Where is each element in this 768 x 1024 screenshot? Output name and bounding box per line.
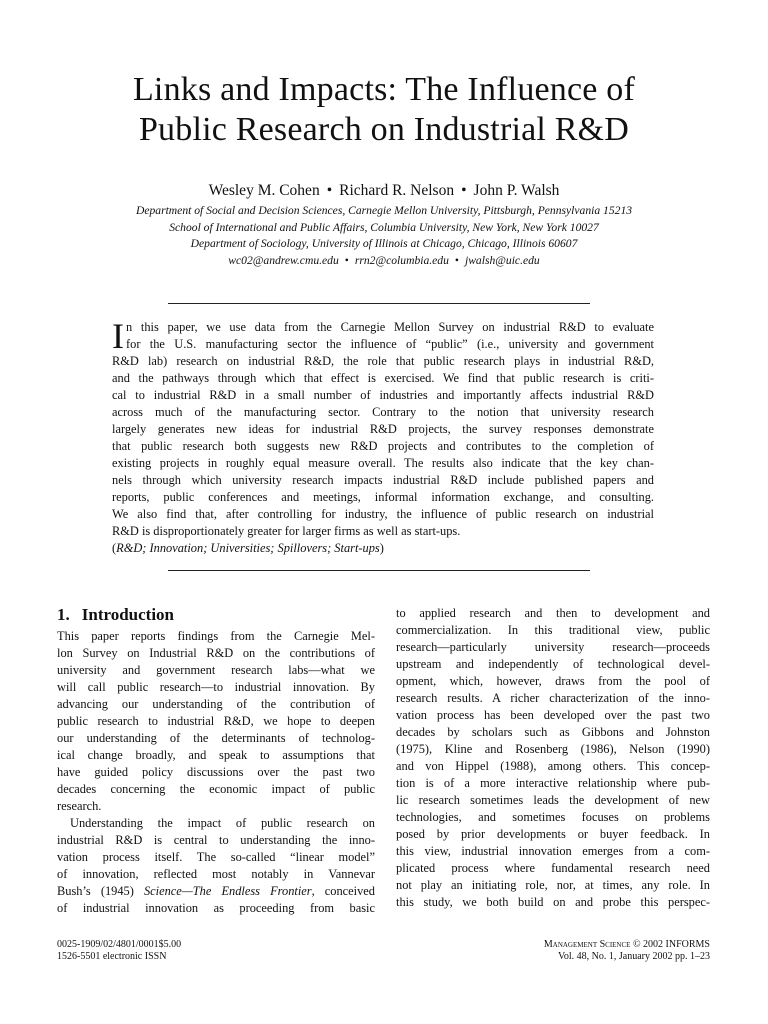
- footer-citation: [544, 939, 710, 963]
- abstract-line: R&D lab) research on industrial R&D, the role that public research plays in industrial R&D,: [112, 354, 654, 368]
- issn-line: 0025-1909/02/4801/0001$5.00: [57, 939, 182, 950]
- body-text: , conceived: [311, 884, 376, 898]
- abstract-line: across much of the manufacturing sector. Contrary to the notion that university research: [112, 405, 654, 419]
- title-line-1: Links and Impacts: The Influence of: [132, 71, 636, 108]
- body-line: This paper reports findings from the Carnegie Mel-: [57, 629, 375, 643]
- left-column: [57, 605, 375, 917]
- body-line: this study, we both build on and probe this perspec-: [396, 895, 710, 909]
- body-line: industrial R&D is central to understanding the inno-: [57, 833, 375, 847]
- body-line: research.: [57, 799, 102, 813]
- abstract-line: and the pathways through which that effect is exercised. We find that public research is criti-: [112, 371, 654, 385]
- volume-info: Vol. 48, No. 1, January 2002 pp. 1–23: [557, 951, 710, 962]
- body-line: decades concerning the economic impact of public: [57, 782, 375, 796]
- body-line: [57, 883, 375, 900]
- section-heading: [57, 605, 375, 628]
- body-line: will call public research—to industrial innovation. By: [57, 680, 375, 694]
- body-line: posed by prior developments or buyer feedback. In: [396, 827, 710, 841]
- abstract-line: reports, public conferences and meetings, informal information exchange, and consulting.: [112, 490, 654, 504]
- author-name: Wesley M. Cohen: [208, 182, 320, 199]
- body-line: commercialization. In this traditional view, public: [396, 623, 710, 637]
- body-line: technologies, and sometimes focuses on problems: [396, 810, 710, 824]
- issn-line: 1526-5501 electronic ISSN: [57, 951, 167, 962]
- affiliation-line: Department of Sociology, University of Illinois at Chicago, Chicago, Illinois 60607: [190, 237, 578, 250]
- body-line: and von Hippel (1988), among others. This concep-: [396, 759, 710, 773]
- body-line: vation process has been developed over the past two: [396, 708, 710, 722]
- body-line: lic research sometimes leads the development of new: [396, 793, 710, 807]
- abstract-line: for the U.S. manufacturing sector the influence of “public” (i.e., university and government: [126, 337, 654, 351]
- paper-title: [0, 70, 768, 150]
- body-line: upstream and independently of technological devel-: [396, 657, 710, 671]
- right-column: [396, 605, 710, 911]
- abstract-line: that public research both suggests new R&D projects and contributes to the completion of: [112, 439, 654, 453]
- body-line: public research to industrial R&D, we hope to deepen: [57, 714, 375, 728]
- affiliation-line: Department of Social and Decision Sciences, Carnegie Mellon University, Pittsburgh, Pennsylvania 15213: [135, 204, 633, 217]
- author-name: John P. Walsh: [473, 182, 560, 199]
- title-line-2: Public Research on Industrial R&D: [138, 111, 630, 148]
- body-text: Bush’s (1945): [57, 884, 144, 898]
- footer-issn: [57, 939, 181, 963]
- author-separator: •: [461, 182, 467, 199]
- body-line: university and government research labs—what we: [57, 663, 375, 677]
- keywords-text: R&D; Innovation; Universities; Spillovers; Start-ups: [116, 541, 380, 555]
- abstract-line: n this paper, we use data from the Carnegie Mellon Survey on industrial R&D to evaluate: [126, 320, 654, 334]
- keywords: (R&D; Innovation; Universities; Spillovers; Start-ups): [112, 541, 384, 555]
- body-line: decades by scholars such as Gibbons and Johnston: [396, 725, 710, 739]
- body-line: research results. A richer characterization of the inno-: [396, 691, 710, 705]
- section-title: Introduction: [81, 605, 175, 624]
- body-line: tion is of a more interactive relationship where pub-: [396, 776, 710, 790]
- body-line: opment, which, however, draws from the pool of: [396, 674, 710, 688]
- author-separator: •: [326, 182, 333, 199]
- body-line: have guided policy discussions over the past two: [57, 765, 375, 779]
- author-email: rrn2@columbia.edu: [354, 253, 449, 267]
- copyright: © 2002 INFORMS: [632, 939, 710, 950]
- abstract-bottom-rule: [168, 570, 590, 571]
- body-line: plicated process where fundamental research need: [396, 861, 710, 875]
- body-line: lon Survey on Industrial R&D on the contributions of: [57, 646, 375, 660]
- journal-line: [544, 939, 710, 951]
- author-email: jwalsh@uic.edu: [464, 253, 540, 267]
- email-separator: •: [344, 253, 349, 267]
- abstract-line: We also find that, after controlling for industry, the influence of public research on industrial: [112, 507, 654, 521]
- body-line: not play an initiating role, nor, at times, any role. In: [396, 878, 710, 892]
- body-line: ical change broadly, and speak to assumptions that: [57, 748, 375, 762]
- body-line: of industrial innovation as proceeding from basic: [57, 901, 375, 915]
- body-line: advancing our understanding of the contribution of: [57, 697, 375, 711]
- body-line: vation process itself. The so-called “linear model”: [57, 850, 375, 864]
- abstract-top-rule: [168, 303, 590, 304]
- affiliations: [0, 203, 768, 269]
- abstract-line: nels through which university research impacts industrial R&D include published papers and: [112, 473, 654, 487]
- email-separator: •: [454, 253, 459, 267]
- body-line: Understanding the impact of public research on: [70, 816, 375, 830]
- author-name: Richard R. Nelson: [339, 182, 455, 199]
- author-email: wc02@andrew.cmu.edu: [228, 253, 339, 267]
- body-line: to applied research and then to development and: [396, 606, 710, 620]
- affiliation-line: School of International and Public Affairs, Columbia University, New York, New York 10027: [169, 220, 599, 234]
- drop-cap: I: [112, 316, 124, 356]
- abstract-line: existing projects in roughly equal measure overall. The results also indicate that the key chan-: [112, 456, 654, 470]
- abstract: [112, 316, 654, 557]
- email-line: [0, 253, 768, 270]
- body-line: of innovation, reflected most notably in Vannevar: [57, 867, 375, 881]
- body-line: (1975), Kline and Rosenberg (1986), Nelson (1990): [396, 742, 710, 756]
- abstract-line: R&D is disproportionately greater for larger firms as well as start-ups.: [112, 524, 461, 538]
- journal-name: Management Science: [543, 939, 631, 950]
- body-line: our understanding of the determinants of technolog-: [57, 731, 375, 745]
- abstract-line: cal to industrial R&D in a small number of industries and importantly affects industrial R&D: [112, 388, 654, 402]
- body-line: this view, industrial innovation emerges from a com-: [396, 844, 710, 858]
- cited-title: Science—The Endless Frontier: [143, 884, 312, 898]
- author-list: [0, 181, 768, 201]
- body-line: research—particularly university research—proceeds: [396, 640, 710, 654]
- abstract-line: largely generates new ideas for industrial R&D projects, the survey responses demonstrate: [112, 422, 654, 436]
- section-number: 1.: [57, 605, 70, 624]
